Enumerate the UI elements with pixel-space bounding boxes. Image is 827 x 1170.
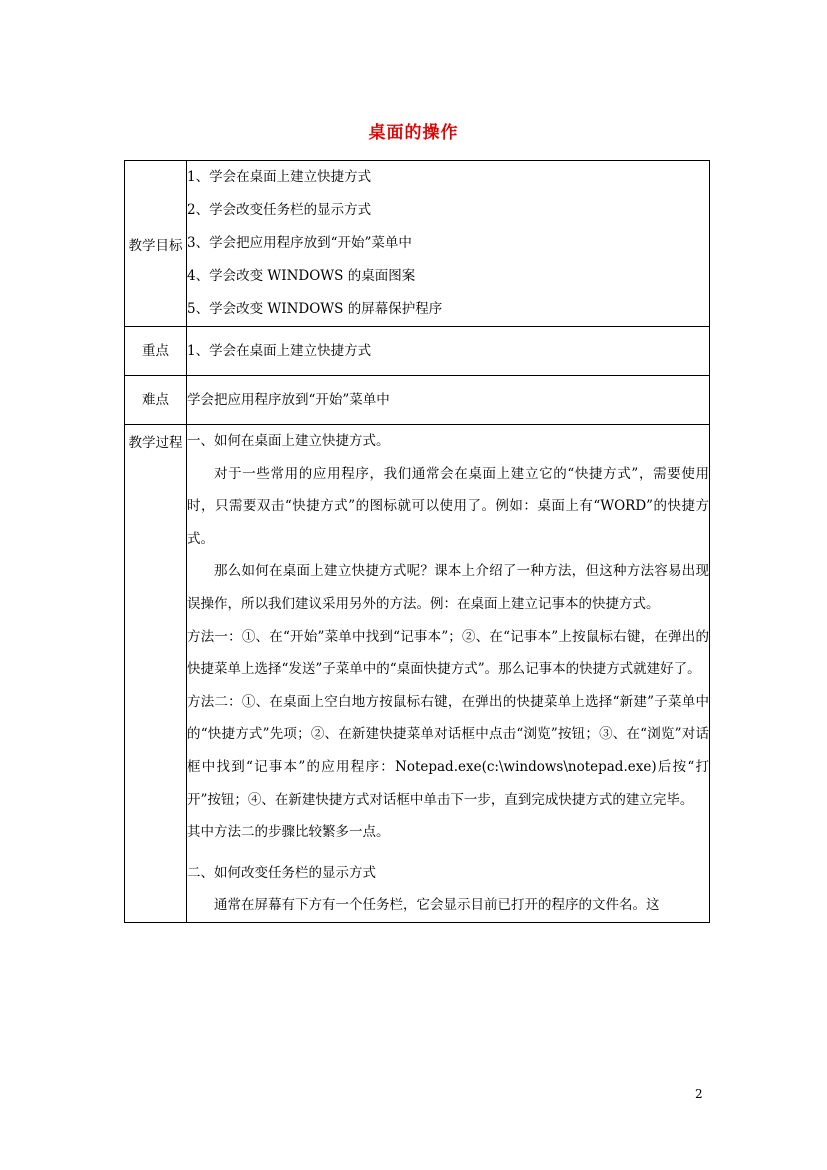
difficulty-label: 难点 <box>125 376 187 425</box>
process-label: 教学过程 <box>125 425 187 923</box>
goals-content <box>187 161 710 327</box>
goal-item: 5、学会改变 WINDOWS 的屏幕保护程序 <box>187 301 443 317</box>
goal-item: 4、学会改变 WINDOWS 的桌面图案 <box>187 268 416 284</box>
goal-item: 3、学会把应用程序放到“开始”菜单中 <box>187 235 412 251</box>
process-method-2: 方法二：①、在桌面上空白地方按鼠标右键，在弹出的快捷菜单上选择“新建”子菜单中的“快捷方式”先项；②、在新建快捷菜单对话框中点击“浏览”按钮；③、在“浏览”对话框中找到“记事本”的应用程序：Notepad.exe(c:\windows\notepad.exe)后按“打开”按钮；④、在新建快捷方式对话框中单击下一步，直到完成快捷方式的建立完毕。 <box>187 693 709 808</box>
process-row <box>125 425 710 923</box>
process-method-1: 方法一：①、在“开始”菜单中找到“记事本”；②、在“记事本”上按鼠标右键，在弹出的快捷菜单上选择“发送”子菜单中的“桌面快捷方式”。那么记事本的快捷方式就建好了。 <box>187 628 709 678</box>
process-paragraph: 其中方法二的步骤比较繁多一点。 <box>187 824 390 841</box>
process-content <box>187 425 710 923</box>
process-paragraph: 通常在屏幕有下方有一个任务栏，它会显示目前已打开的程序的文件名。这 <box>214 897 660 914</box>
goal-item: 2、学会改变任务栏的显示方式 <box>187 202 372 218</box>
goals-row <box>125 161 710 327</box>
process-paragraph: 那么如何在桌面上建立快捷方式呢？课本上介绍了一种方法，但这种方法容易出现误操作，所以我们建议采用另外的方法。例：在桌面上建立记事本的快捷方式。 <box>187 563 709 612</box>
process-heading-1: 一、如何在桌面上建立快捷方式。 <box>187 433 390 449</box>
difficulty-row <box>125 376 710 425</box>
keypoint-row <box>125 327 710 376</box>
document-title: 桌面的操作 <box>368 123 459 143</box>
keypoint-content: 1、学会在桌面上建立快捷方式 <box>187 327 710 376</box>
difficulty-content: 学会把应用程序放到“开始”菜单中 <box>187 376 710 425</box>
page-number: 2 <box>695 1087 703 1101</box>
process-paragraph: 对于一些常用的应用程序，我们通常会在桌面上建立它的“快捷方式”，需要使用时，只需要双击“快捷方式”的图标就可以使用了。例如：桌面上有“WORD”的快捷方式。 <box>187 465 709 547</box>
goals-label: 教学目标 <box>125 161 187 327</box>
goal-item: 1、学会在桌面上建立快捷方式 <box>187 169 372 185</box>
keypoint-label: 重点 <box>125 327 187 376</box>
lesson-plan-table <box>124 160 710 923</box>
process-heading-2: 二、如何改变任务栏的显示方式 <box>187 864 376 881</box>
